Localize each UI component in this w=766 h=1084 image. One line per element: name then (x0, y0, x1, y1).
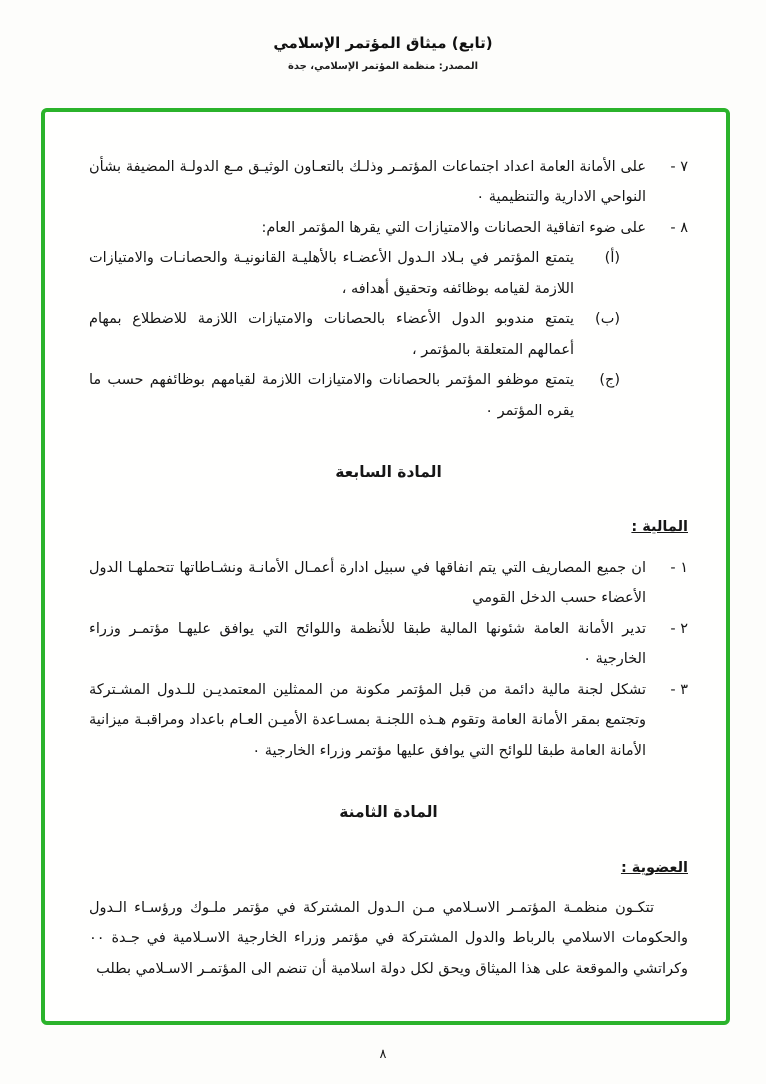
sub-item-b (89, 304, 688, 365)
item-marker: ١ - (670, 559, 688, 576)
document-header (0, 34, 766, 72)
item-marker: ٣ - (670, 681, 688, 698)
list-item-7 (89, 152, 688, 213)
membership-paragraph: تتكـون منظمـة المؤتمـر الاسـلامي مـن الـدول المشتركة في مؤتمر ملـوك ورؤسـاء الـدول والحكومات الاسلامي بالرباط والدول المشتركة في مؤتمر وزراء الخارجية الاسـلامية في جـدة ٠٠ وكراتشي والموقعة على هذا الميثاق ويحق لكل دولة اسلامية أن تنضم الى المؤتمـر الاسـلامي بطلب (89, 899, 688, 977)
item-text: تشكل لجنة مالية دائمة من قبل المؤتمر مكونة من الممثلين المعتمديـن للـدول المشـتركة وتجتمع بمقر الأمانة العامة وتقوم هـذه اللجنـة بمسـاعدة الأميـن العـام باعداد ومراقبـة ميزانية الأمانة العامة طبقا للوائح التي يوافق عليها مؤتمر وزراء الخارجية ٠ (89, 681, 646, 759)
item-text: على الأمانة العامة اعداد اجتماعات المؤتمـر وذلـك بالتعـاون الوثيـق مـع الدولـة المضيفة بشأن النواحي الادارية والتنظيمية ٠ (89, 159, 646, 206)
item-marker: ٧ - (670, 159, 688, 175)
finance-item-2 (89, 614, 688, 675)
item-marker: ٨ - (670, 219, 688, 236)
article-seven-heading: المادة السابعة (335, 462, 442, 481)
item-text: يتمتع موظفو المؤتمر بالحصانات والامتيازات اللازمة لقيامهم بوظائفهم حسب ما يقره المؤتمر ٠ (89, 372, 574, 419)
item-text: يتمتع المؤتمر في بـلاد الـدول الأعضـاء بالأهليـة القانونيـة والحصانـات والامتيازات اللازمة لقيامه بوظائفه وتحقيق أهدافه ، (89, 250, 574, 297)
item-text: ان جميع المصاريف التي يتم انفاقها في سبيل ادارة أعمـال الأمانـة ونشـاطاتها تتحملهـا الدول الأعضاء حسب الدخل القومي (89, 559, 646, 607)
list-item-8 (89, 213, 688, 243)
item-marker: (ب) (595, 311, 620, 328)
item-text: يتمتع مندوبو الدول الأعضاء بالحصانات والامتيازات اللازمة للاضطلاع بمهام أعمالهم المتعلقة بالمؤتمر ، (89, 311, 574, 358)
sub-item-a (89, 243, 688, 304)
document-body (45, 112, 726, 984)
page-number: ٨ (379, 1047, 387, 1062)
item-text: تدير الأمانة العامة شئونها المالية طبقا للأنظمة واللوائح التي يوافق عليهـا مؤتمـر وزراء الخارجية ٠ (89, 620, 646, 668)
sub-item-c (89, 365, 688, 426)
item-marker: ٢ - (670, 620, 688, 637)
finance-section-label: المالية : (631, 519, 688, 536)
document-title: (تابع) ميثاق المؤتمر الإسلامي (273, 34, 493, 52)
item-text: على ضوء اتفاقية الحصانات والامتيازات التي يقرها المؤتمر العام: (261, 219, 646, 236)
item-marker: (أ) (604, 250, 620, 267)
content-frame (41, 108, 730, 1025)
finance-item-1 (89, 553, 688, 614)
article-eight-heading: المادة الثامنة (339, 802, 438, 821)
finance-item-3 (89, 675, 688, 766)
membership-section-label: العضوية : (620, 859, 688, 876)
item-marker: (ج) (599, 372, 620, 389)
document-source: المصدر: منظمة المؤتمر الإسلامي، جدة (287, 61, 479, 72)
page-footer (0, 1043, 766, 1062)
